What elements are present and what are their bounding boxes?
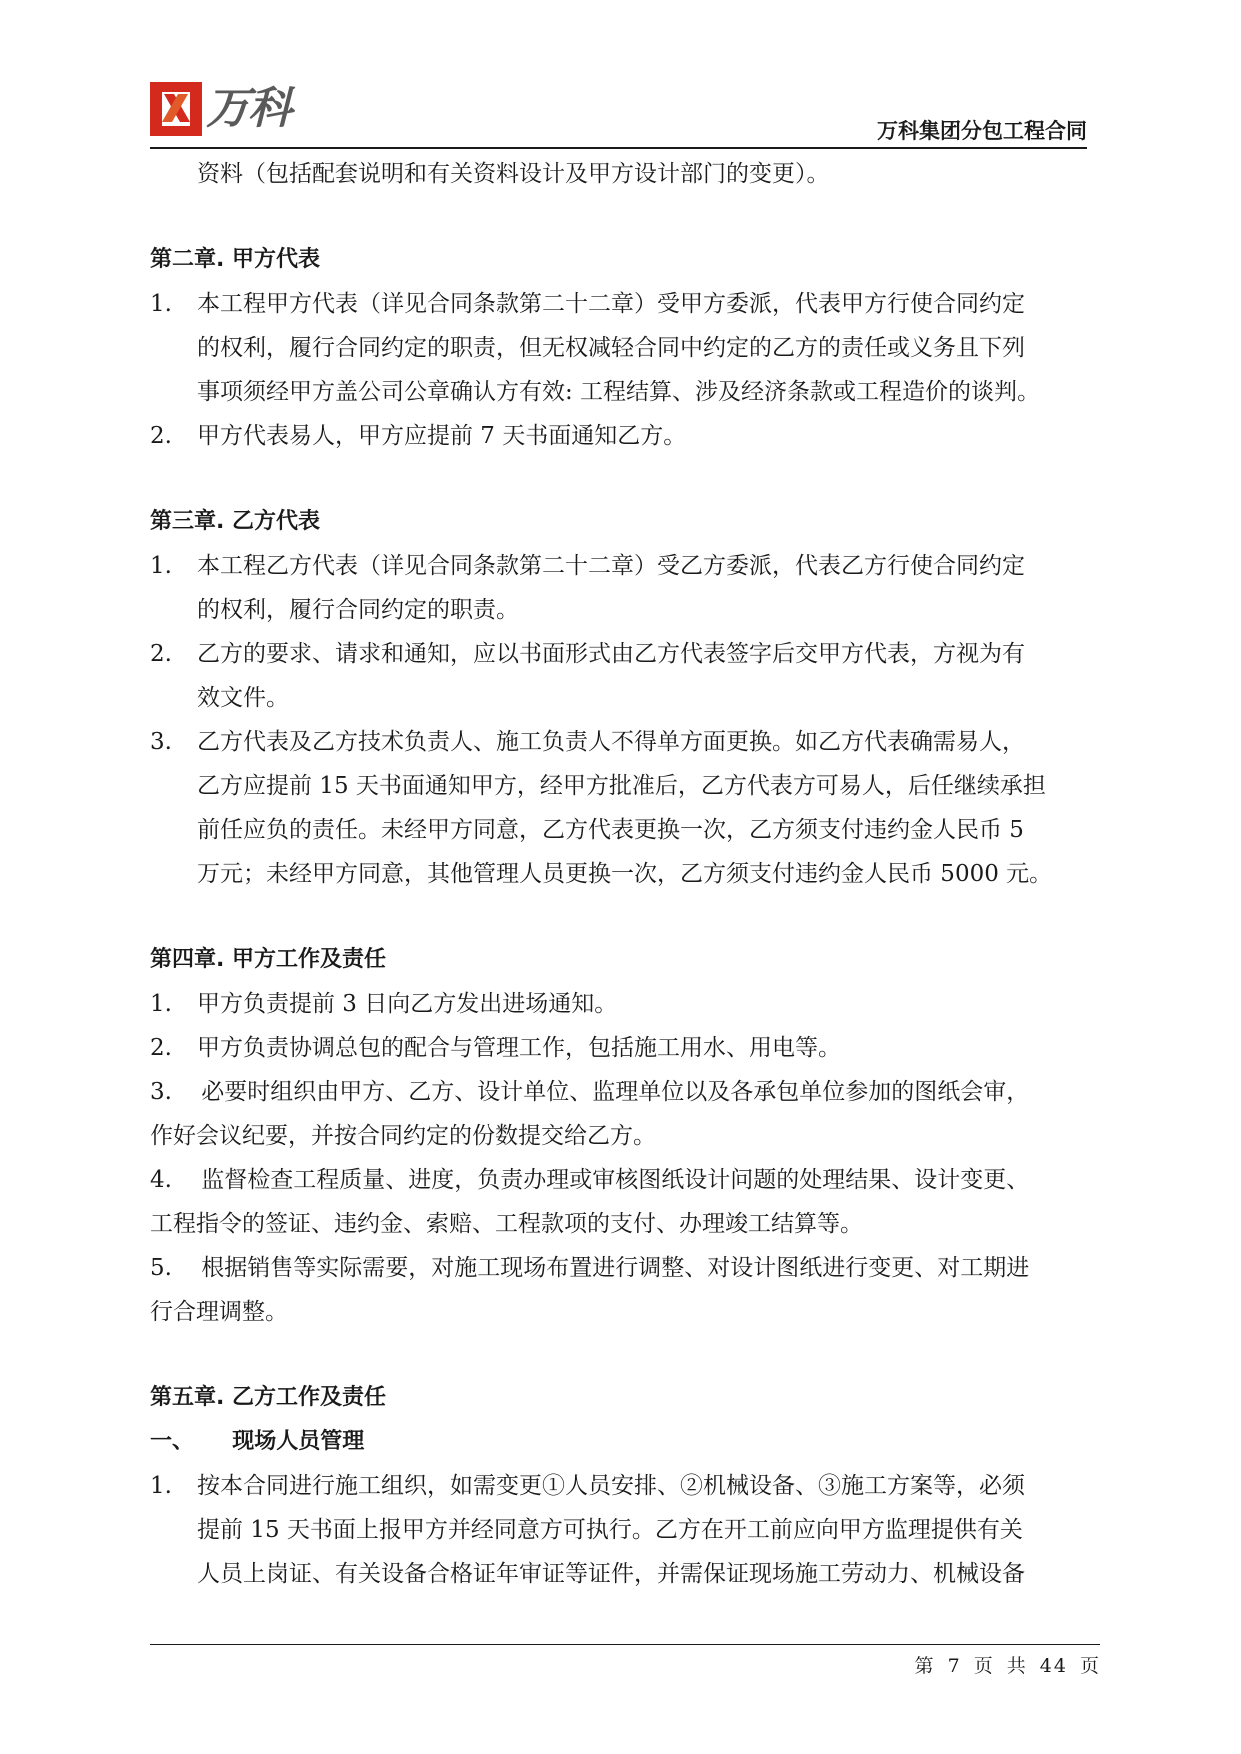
item-number: 2. — [150, 1035, 172, 1061]
list-item-line: 3. 必要时组织由甲方、乙方、设计单位、监理单位以及各承包单位参加的图纸会审， — [150, 1079, 1030, 1105]
list-item-line: 工程指令的签证、违约金、索赔、工程款项的支付、办理竣工结算等。 — [150, 1211, 863, 1237]
list-item — [150, 632, 1100, 720]
item-number: 1. — [150, 553, 172, 579]
item-number: 3. — [150, 729, 172, 755]
vanke-logo-icon — [150, 82, 202, 136]
company-logo — [150, 82, 318, 138]
list-item — [150, 414, 1100, 458]
item-number: 2. — [150, 423, 172, 449]
item-text: 本工程甲方代表（详见合同条款第二十二章）受甲方委派，代表甲方行使合同约定 的权利，履行合同约定的职责，但无权减轻合同中约定的乙方的责任或义务且下列 事项须经甲方盖公司公章确认方有效: 工程结算、涉及经济条款或工程造价的谈判。 — [197, 291, 1041, 405]
page-content — [150, 152, 1100, 1596]
chapter-3-heading: 第三章. 乙方代表 — [150, 509, 321, 534]
list-item-line: 5. 根据销售等实际需要，对施工现场布置进行调整、对设计图纸进行变更、对工期进 — [150, 1255, 1030, 1281]
logo-wordmark: 万科 — [206, 83, 290, 134]
section-heading: 一、 现场人员管理 — [150, 1429, 365, 1454]
chapter-4-heading: 第四章. 甲方工作及责任 — [150, 947, 387, 972]
item-text: 甲方代表易人，甲方应提前 7 天书面通知乙方。 — [197, 423, 687, 449]
list-item — [150, 982, 1100, 1026]
list-item — [150, 544, 1100, 632]
item-text: 本工程乙方代表（详见合同条款第二十二章）受乙方委派，代表乙方行使合同约定 的权利，履行合同约定的职责。 — [197, 553, 1025, 623]
continuation-line: 资料（包括配套说明和有关资料设计及甲方设计部门的变更）。 — [197, 161, 830, 187]
chapter-5-heading: 第五章. 乙方工作及责任 — [150, 1385, 387, 1410]
list-item — [150, 1026, 1100, 1070]
list-item-line: 作好会议纪要，并按合同约定的份数提交给乙方。 — [150, 1123, 656, 1149]
list-item — [150, 720, 1100, 896]
list-item-line: 4. 监督检查工程质量、进度，负责办理或审核图纸设计问题的处理结果、设计变更、 — [150, 1167, 1030, 1193]
page-number: 第 7 页 共 44 页 — [914, 1655, 1101, 1677]
chapter-2-heading: 第二章. 甲方代表 — [150, 247, 321, 272]
item-text: 乙方代表及乙方技术负责人、施工负责人不得单方面更换。如乙方代表确需易人， 乙方应提前 15 天书面通知甲方，经甲方批准后，乙方代表方可易人，后任继续承担 前任应负的责任。未经甲方同意，乙方代表更换一次，乙方须支付违约金人民币 5 万元；未经甲方同意，其他管理人员更换一次，乙方须支付违约金人民币 5000 元。 — [197, 729, 1053, 887]
list-item — [150, 282, 1100, 414]
list-item-line: 行合理调整。 — [150, 1299, 288, 1325]
footer-divider — [150, 1644, 1100, 1645]
item-text: 乙方的要求、请求和通知，应以书面形式由乙方代表签字后交甲方代表，方视为有 效文件。 — [197, 641, 1025, 711]
item-number: 1. — [150, 991, 172, 1017]
item-number: 1. — [150, 291, 172, 317]
item-number: 2. — [150, 641, 172, 667]
item-text: 甲方负责提前 3 日向乙方发出进场通知。 — [197, 991, 618, 1017]
header-divider — [150, 147, 1087, 149]
item-text: 按本合同进行施工组织，如需变更①人员安排、②机械设备、③施工方案等，必须 提前 15 天书面上报甲方并经同意方可执行。乙方在开工前应向甲方监理提供有关 人员上岗证、有关设备合格证年审证等证件，并需保证现场施工劳动力、机械设备 — [197, 1473, 1025, 1587]
item-number: 1. — [150, 1473, 172, 1499]
document-title: 万科集团分包工程合同 — [877, 119, 1087, 143]
item-text: 甲方负责协调总包的配合与管理工作，包括施工用水、用电等。 — [197, 1035, 841, 1061]
list-item — [150, 1464, 1100, 1596]
